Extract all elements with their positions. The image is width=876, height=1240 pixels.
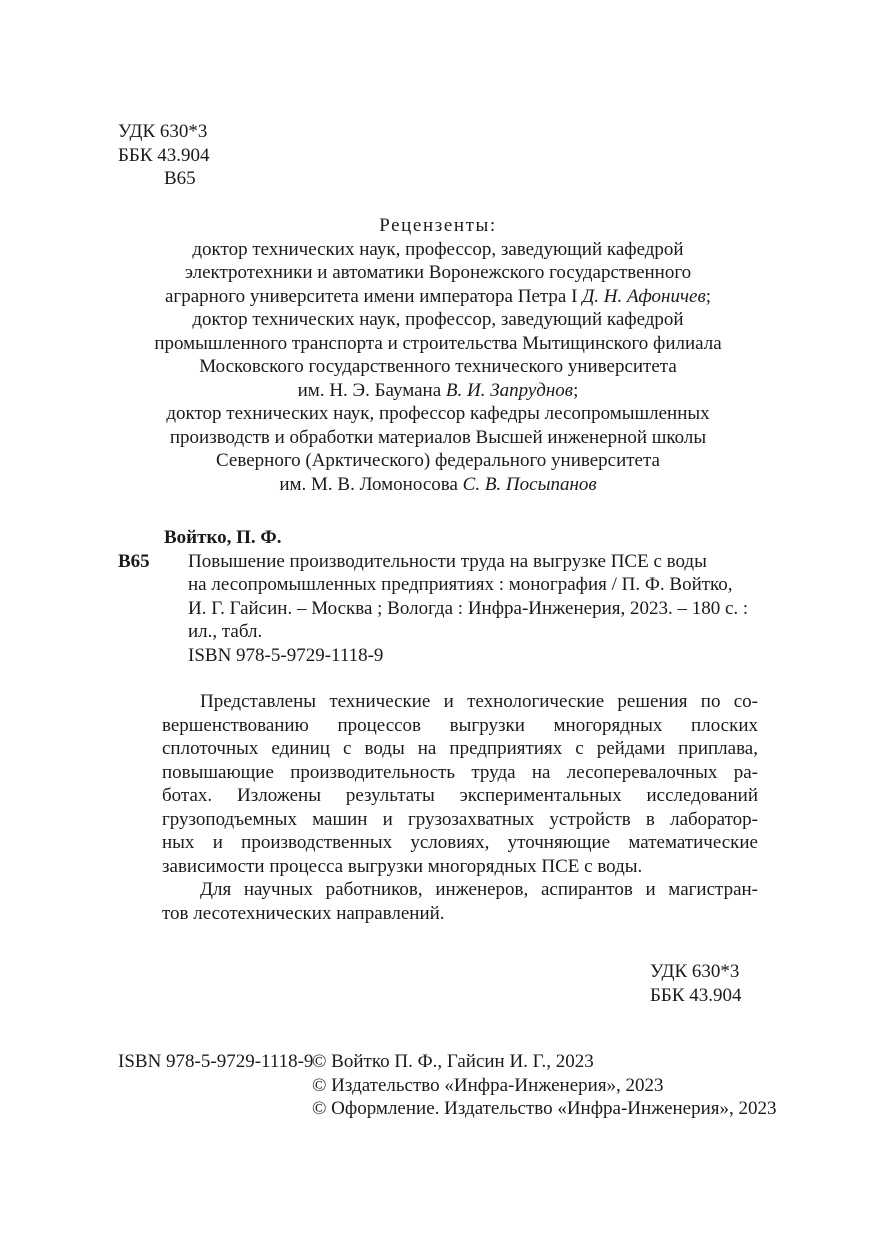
reviewer-line	[118, 261, 758, 285]
reviewer-text: им. М. В. Ломоносова	[279, 473, 463, 495]
udk-code: УДК 630*3	[118, 121, 208, 142]
reviewer-name: В. И. Запруднов	[445, 379, 574, 401]
reviewer-punct: ;	[573, 379, 579, 401]
bbk-code: ББК 43.904	[650, 984, 742, 1006]
biblio-row	[118, 644, 758, 668]
reviewer-text: им. Н. Э. Баумана	[297, 379, 446, 401]
annotation-line: Для научных работников, инженеров, аспирантов и магистран-	[200, 879, 758, 900]
reviewer-text: Северного (Арктического) федерального университета	[216, 450, 660, 471]
author-sign: В65	[164, 168, 196, 189]
annotation-line: Представлены технические и технологические решения по со-	[200, 691, 758, 712]
reviewer-line	[118, 402, 758, 426]
reviewer-text: Московского государственного технического университета	[199, 356, 677, 377]
biblio-line: ил., табл.	[188, 621, 263, 642]
biblio-row	[118, 550, 758, 574]
annotation-line: вершенствованию процессов выгрузки многорядных плоских	[162, 714, 758, 736]
annotation-line: тов лесотехнических направлений.	[162, 902, 445, 924]
reviewer-text: доктор технических наук, профессор, заведующий кафедрой	[192, 309, 684, 330]
reviewer-line	[118, 238, 758, 262]
copyright-line: © Войтко П. Ф., Гайсин И. Г., 2023	[312, 1051, 594, 1072]
reviewer-text: доктор технических наук, профессор, заведующий кафедрой	[192, 238, 684, 260]
biblio-author-sign: В65	[118, 550, 150, 572]
copyright-row	[118, 1050, 777, 1074]
reviewer-line	[118, 379, 758, 403]
biblio-title-line: Повышение производительности труда на выгрузке ПСЕ с воды	[188, 550, 707, 572]
reviewer-text: доктор технических наук, профессор кафедры лесопромышленных	[166, 403, 710, 424]
classification-codes-top	[118, 120, 210, 191]
reviewer-text: электротехники и автоматики Воронежского государственного	[184, 262, 692, 283]
isbn-number: ISBN 978-5-9729-1118-9	[118, 1051, 314, 1072]
biblio-isbn: ISBN 978-5-9729-1118-9	[188, 644, 384, 666]
bibliographic-record	[118, 526, 758, 667]
copyright-block	[118, 1050, 777, 1121]
reviewer-line	[118, 308, 758, 332]
annotation-line: ных и производственных условиях, уточняющие математические	[162, 832, 758, 853]
reviewers-title: Рецензенты:	[379, 215, 497, 236]
copyright-row	[118, 1074, 777, 1098]
bbk-code: ББК 43.904	[118, 144, 210, 166]
annotation-block	[162, 690, 758, 925]
annotation-line: зависимости процесса выгрузки многорядных ПСЕ с воды.	[162, 855, 643, 877]
reviewer-line	[118, 473, 758, 497]
annotation-line: ботах. Изложены результаты экспериментальных исследований	[162, 785, 758, 806]
reviewer-text: промышленного транспорта и строительства Мытищинского филиала	[154, 332, 722, 354]
reviewer-name: Д. Н. Афоничев	[582, 285, 706, 307]
reviewer-line	[118, 355, 758, 379]
reviewers-block	[118, 214, 758, 496]
biblio-line: И. Г. Гайсин. – Москва ; Вологда : Инфра-Инженерия, 2023. – 180 с. :	[188, 597, 749, 619]
reviewer-text: аграрного университета имени императора Петра I	[164, 285, 583, 307]
reviewer-line	[118, 285, 758, 309]
reviewer-punct: ;	[705, 285, 712, 307]
biblio-row	[118, 573, 758, 597]
biblio-row	[118, 597, 758, 621]
annotation-line: повышающие производительность труда на лесоперевалочных ра-	[162, 761, 758, 783]
copyright-line: © Оформление. Издательство «Инфра-Инженерия», 2023	[312, 1098, 777, 1119]
udk-code: УДК 630*3	[650, 961, 740, 982]
reviewer-text: производств и обработки материалов Высшей инженерной школы	[169, 426, 707, 448]
reviewer-name: С. В. Посыпанов	[462, 473, 597, 495]
reviewer-line	[118, 426, 758, 450]
biblio-author: Войтко, П. Ф.	[164, 527, 282, 548]
biblio-line: на лесопромышленных предприятиях : монография / П. Ф. Войтко,	[188, 574, 733, 595]
copyright-line: © Издательство «Инфра-Инженерия», 2023	[312, 1074, 664, 1096]
biblio-row	[118, 620, 758, 644]
reviewer-line	[118, 332, 758, 356]
copyright-row	[118, 1097, 777, 1121]
classification-codes-bottom	[650, 960, 742, 1007]
annotation-line: грузоподъемных машин и грузозахватных устройств в лаборатор-	[162, 808, 758, 830]
annotation-line: сплоточных единиц с воды на предприятиях с рейдами приплава,	[162, 738, 758, 759]
reviewer-line	[118, 449, 758, 473]
